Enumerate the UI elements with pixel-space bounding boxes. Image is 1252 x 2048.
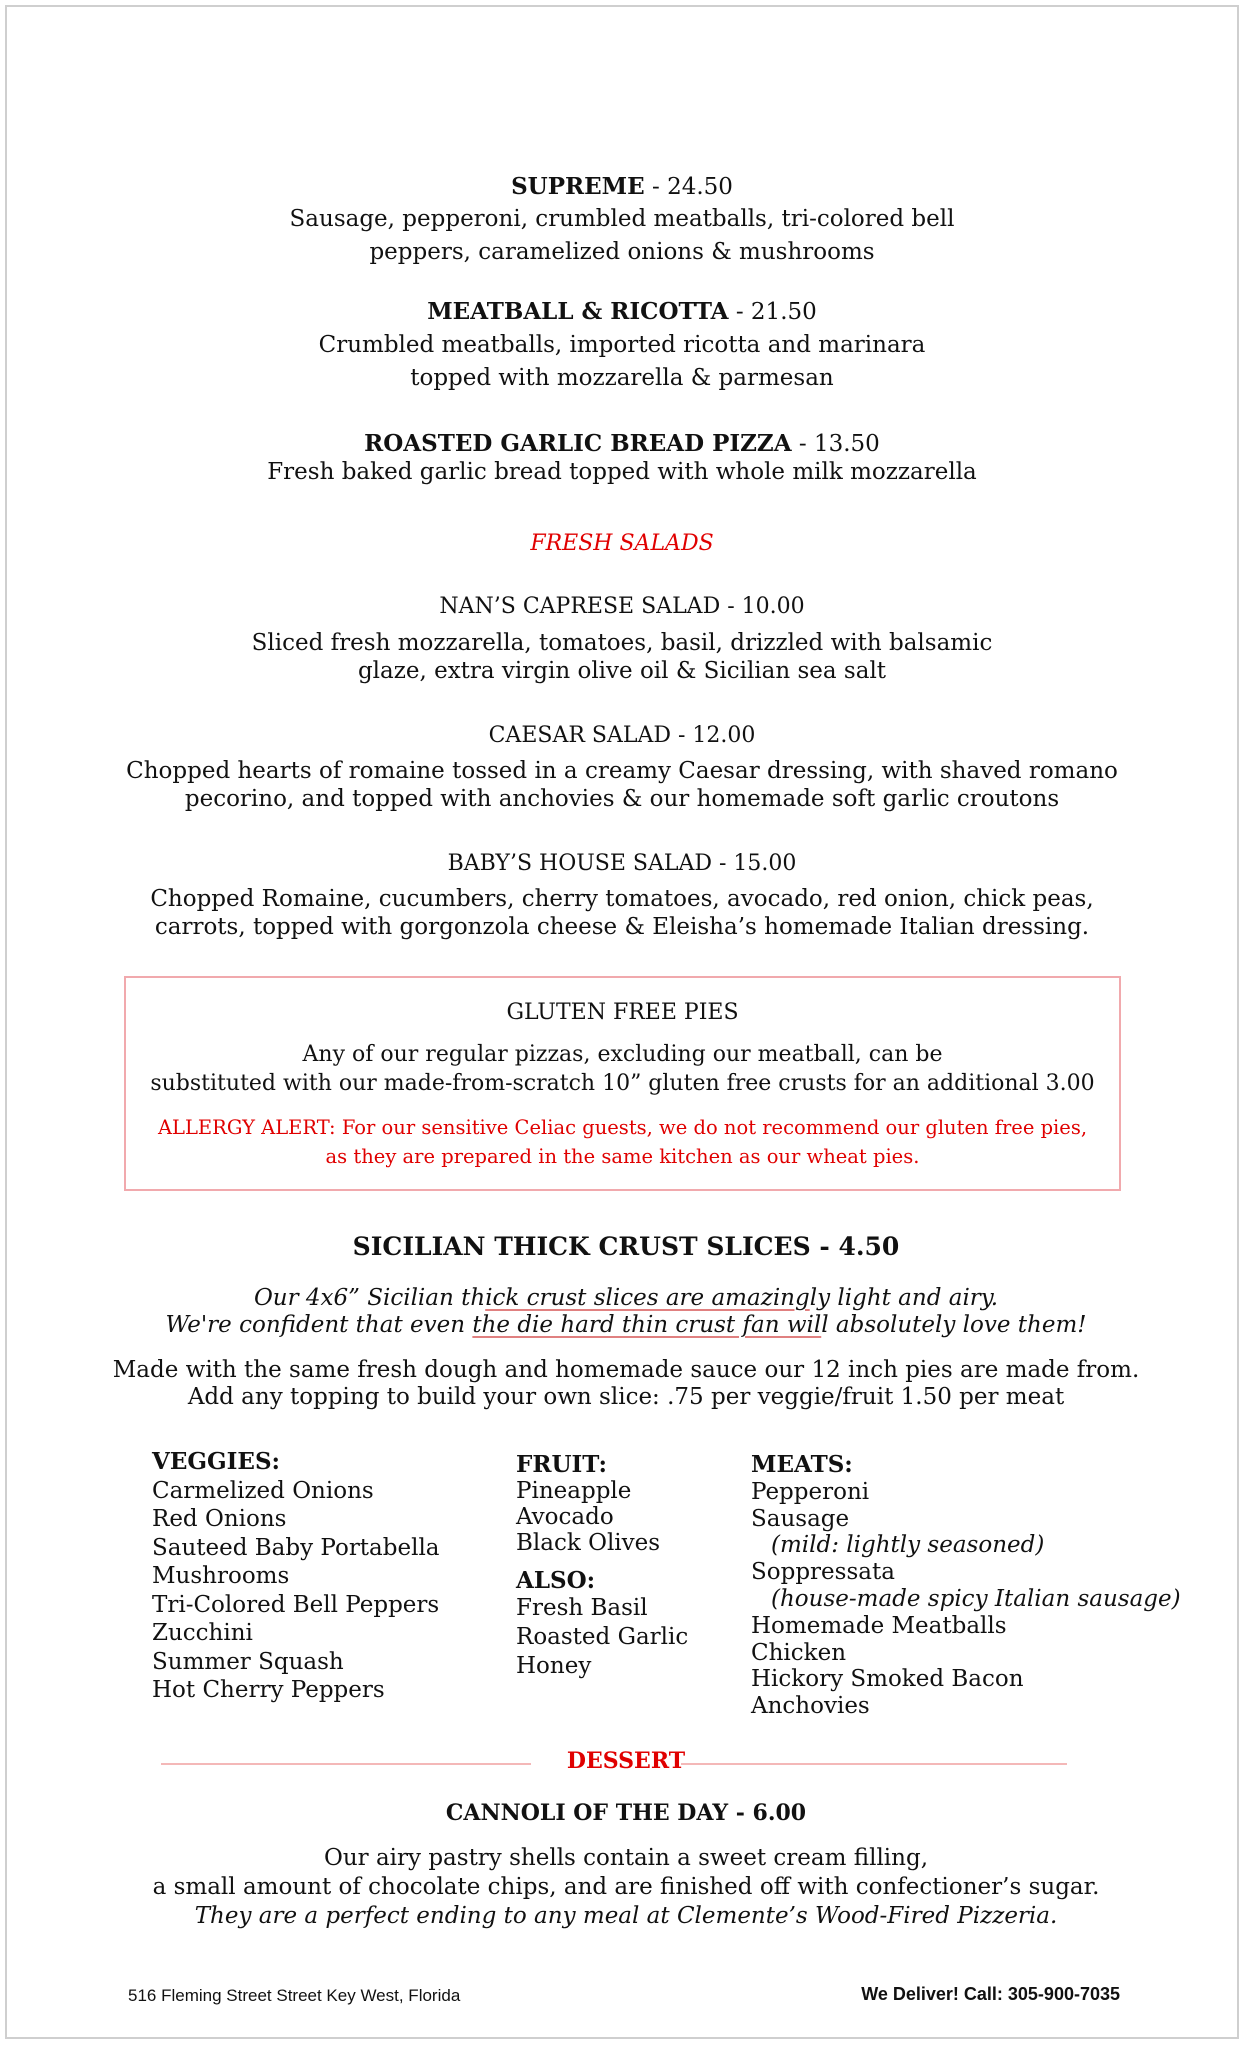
slices-italic-line-2: We're confident that even the die hard thin crust fan will absolutely love them!: [165, 1312, 1087, 1338]
fruit-item: Pineapple: [516, 1478, 632, 1504]
dessert-line-1: Our airy pastry shells contain a sweet cream filling,: [323, 1845, 929, 1871]
dessert-title: CANNOLI OF THE DAY - 6.00: [445, 1800, 807, 1826]
veggie-item: Summer Squash: [152, 1648, 344, 1675]
slices-italic-line-1: Our 4x6” Sicilian thick crust slices are amazingly light and airy.: [253, 1285, 999, 1311]
pizza-supreme-desc-1: Sausage, pepperoni, crumbled meatballs, tri-colored bell: [289, 206, 955, 232]
veggie-item: Carmelized Onions: [152, 1477, 374, 1504]
fruit-column: [516, 1452, 688, 1681]
also-item: Roasted Garlic: [516, 1624, 689, 1650]
also-item: Honey: [516, 1653, 592, 1679]
allergy-alert-line-2: as they are prepared in the same kitchen as our wheat pies.: [325, 1145, 920, 1168]
pizza-garlic-bread-desc: Fresh baked garlic bread topped with whole milk mozzarella: [267, 459, 977, 485]
gluten-free-box: [124, 976, 1121, 1191]
veggie-item: Zucchini: [152, 1620, 253, 1646]
meat-item: Hickory Smoked Bacon: [751, 1666, 1024, 1693]
veggie-item: Hot Cherry Peppers: [152, 1677, 385, 1703]
also-heading: ALSO:: [516, 1567, 596, 1594]
salad-caprese-desc-1: Sliced fresh mozzarella, tomatoes, basil, drizzled with balsamic: [251, 630, 993, 656]
meat-note: (mild: lightly seasoned): [771, 1532, 1045, 1559]
gluten-free-line-1: Any of our regular pizzas, excluding our meatball, can be: [302, 1042, 943, 1067]
meat-item: Sausage: [751, 1505, 850, 1532]
pizza-supreme-desc-2: peppers, caramelized onions & mushrooms: [369, 239, 875, 265]
veggie-item: Mushrooms: [152, 1563, 290, 1589]
meat-item: Anchovies: [751, 1693, 870, 1720]
pizza-meatball-desc-1: Crumbled meatballs, imported ricotta and marinara: [318, 332, 926, 358]
salad-caprese-title: NAN’S CAPRESE SALAD - 10.00: [439, 594, 805, 619]
slices-line-3: Made with the same fresh dough and homemade sauce our 12 inch pies are made from.: [112, 1357, 1140, 1383]
salad-caesar-title: CAESAR SALAD - 12.00: [488, 723, 756, 748]
salad-house-title: BABY’S HOUSE SALAD - 15.00: [447, 851, 797, 876]
also-item: Fresh Basil: [516, 1595, 648, 1621]
meat-item: Soppressata: [751, 1559, 895, 1586]
veggies-heading: VEGGIES:: [152, 1448, 281, 1475]
meat-item: Homemade Meatballs: [751, 1612, 1007, 1639]
pizza-meatball-title: MEATBALL & RICOTTA - 21.50: [427, 298, 817, 325]
pizza-supreme-title: SUPREME - 24.50: [511, 173, 733, 200]
dessert-italic-line: They are a perfect ending to any meal at Clemente’s Wood-Fired Pizzeria.: [194, 1903, 1058, 1929]
meat-item: Pepperoni: [751, 1478, 870, 1505]
allergy-alert-line-1: ALLERGY ALERT: For our sensitive Celiac guests, we do not recommend our gluten free pies,: [157, 1116, 1088, 1139]
gluten-free-line-2: substituted with our made-from-scratch 10” gluten free crusts for an additional 3.00: [150, 1071, 1095, 1096]
veggie-item: Red Onions: [152, 1506, 287, 1532]
meat-note: (house-made spicy Italian sausage): [771, 1585, 1181, 1612]
gluten-free-title: GLUTEN FREE PIES: [506, 1000, 739, 1025]
salad-caesar-desc-2: pecorino, and topped with anchovies & our homemade soft garlic croutons: [184, 786, 1060, 812]
fruit-heading: FRUIT:: [516, 1451, 608, 1478]
salad-caprese-desc-2: glaze, extra virgin olive oil & Sicilian sea salt: [357, 658, 887, 684]
footer-address: 516 Fleming Street Street Key West, Florida: [128, 1986, 461, 2005]
pizza-garlic-bread-title: ROASTED GARLIC BREAD PIZZA - 13.50: [364, 430, 880, 457]
meat-item: Chicken: [751, 1639, 847, 1666]
salad-caesar-desc-1: Chopped hearts of romaine tossed in a creamy Caesar dressing, with shaved romano: [126, 758, 1118, 784]
fruit-item: Black Olives: [516, 1530, 661, 1556]
fruit-item: Avocado: [516, 1504, 614, 1530]
slices-line-4: Add any topping to build your own slice: .75 per veggie/fruit 1.50 per meat: [187, 1384, 1065, 1410]
salad-house-desc-1: Chopped Romaine, cucumbers, cherry tomatoes, avocado, red onion, chick peas,: [150, 886, 1094, 912]
meats-heading: MEATS:: [751, 1451, 853, 1478]
veggie-item: Sauteed Baby Portabella: [152, 1534, 440, 1561]
footer-delivery: We Deliver! Call: 305-900-7035: [861, 1984, 1120, 2004]
pizza-meatball-desc-2: topped with mozzarella & parmesan: [410, 365, 834, 391]
salad-house-desc-2: carrots, topped with gorgonzola cheese & Eleisha’s homemade Italian dressing.: [154, 914, 1090, 940]
salads-heading: FRESH SALADS: [530, 531, 714, 556]
meats-column: [751, 1452, 1181, 1720]
dessert-line-2: a small amount of chocolate chips, and are finished off with confectioner’s sugar.: [152, 1874, 1100, 1900]
dessert-heading: DESSERT: [566, 1748, 686, 1774]
veggies-column: [152, 1448, 440, 1705]
slices-title: SICILIAN THICK CRUST SLICES - 4.50: [352, 1232, 900, 1261]
veggie-item: Tri-Colored Bell Peppers: [152, 1591, 440, 1618]
